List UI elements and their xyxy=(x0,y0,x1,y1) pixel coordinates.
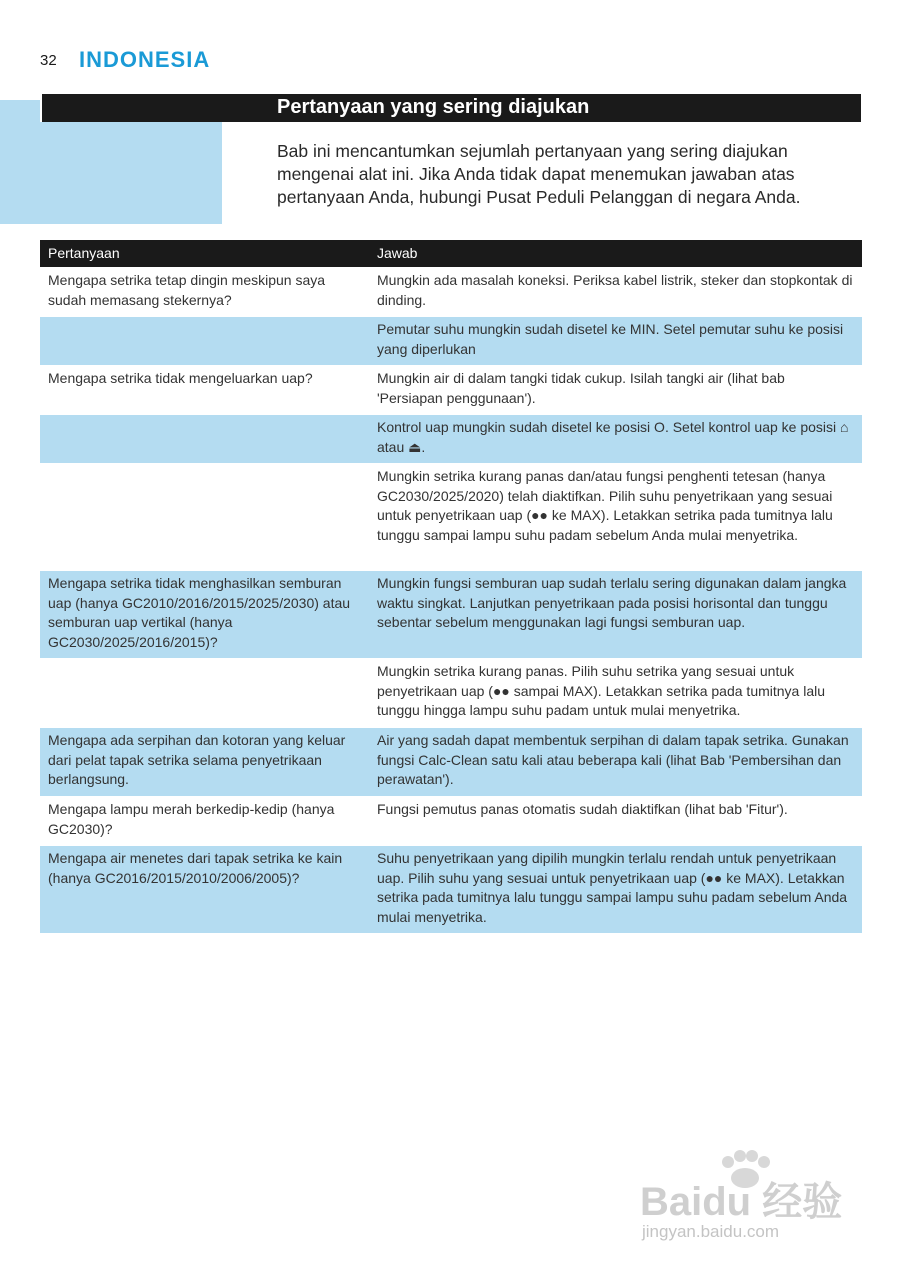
question-cell: Mengapa air menetes dari tapak setrika ke kain (hanya GC2016/2015/2010/2006/2005)? xyxy=(48,850,343,886)
table-row xyxy=(40,414,862,463)
answer-cell: Kontrol uap mungkin sudah disetel ke posisi O. Setel kontrol uap ke posisi ⌂ atau ⏏. xyxy=(377,419,849,455)
section-title-bar xyxy=(40,94,861,122)
question-cell xyxy=(40,415,369,463)
section-title: Pertanyaan yang sering diajukan xyxy=(277,96,590,118)
answer-cell: Fungsi pemutus panas otomatis sudah diaktifkan (lihat bab 'Fitur'). xyxy=(377,801,788,817)
table-row xyxy=(40,463,862,570)
answer-cell: Mungkin setrika kurang panas. Pilih suhu setrika yang sesuai untuk penyetrikaan uap (●● sampai MAX). Letakkan setrika pada tumitnya lalu tunggu hingga lampu suhu padam untuk mulai menyetrika. xyxy=(377,663,826,718)
faq-table-header xyxy=(40,240,862,267)
column-header-question: Pertanyaan xyxy=(48,245,120,261)
answer-cell: Pemutar suhu mungkin sudah disetel ke MIN. Setel pemutar suhu ke posisi yang diperlukan xyxy=(377,321,844,357)
question-cell: Mengapa setrika tetap dingin meskipun saya sudah memasang stekernya? xyxy=(48,272,326,308)
question-cell xyxy=(40,659,369,727)
watermark-logo: Baidu 经验 xyxy=(640,1180,843,1224)
table-row xyxy=(40,727,862,796)
baidu-watermark xyxy=(640,1150,860,1250)
table-row xyxy=(40,796,862,845)
question-cell: Mengapa setrika tidak menghasilkan semburan uap (hanya GC2010/2016/2015/2025/2030) atau semburan uap vertikal (hanya GC2030/2025/2016/2015)? xyxy=(48,575,351,650)
question-cell xyxy=(40,464,369,570)
table-row xyxy=(40,267,862,316)
answer-cell: Mungkin ada masalah koneksi. Periksa kabel listrik, steker dan stopkontak di dinding. xyxy=(377,272,853,308)
table-row xyxy=(40,316,862,365)
column-header-answer: Jawab xyxy=(377,245,418,261)
faq-table xyxy=(40,240,862,933)
intro-line: mengenai alat ini. Jika Anda tidak dapat menemukan jawaban atas xyxy=(277,164,795,184)
answer-cell: Suhu penyetrikaan yang dipilih mungkin terlalu rendah untuk penyetrikaan uap. Pilih suhu yang sesuai untuk penyetrikaan uap (●● ke MAX). Letakkan setrika pada tumitnya lalu tunggu sampai lampu suhu padam sebelum Anda mulai menyetrika. xyxy=(377,850,848,925)
table-row xyxy=(40,365,862,414)
table-row xyxy=(40,570,862,658)
question-cell: Mengapa lampu merah berkedip-kedip (hanya GC2030)? xyxy=(48,801,335,837)
answer-cell: Mungkin air di dalam tangki tidak cukup. Isilah tangki air (lihat bab 'Persiapan penggunaan'). xyxy=(377,370,785,406)
language-heading: INDONESIA xyxy=(79,47,211,72)
question-cell: Mengapa ada serpihan dan kotoran yang keluar dari pelat tapak setrika selama penyetrikaan berlangsung. xyxy=(48,732,346,787)
table-row xyxy=(40,845,862,933)
table-row xyxy=(40,658,862,727)
answer-cell: Mungkin fungsi semburan uap sudah terlalu sering digunakan dalam jangka waktu singkat. Lanjutkan penyetrikaan pada posisi horisontal dan tunggu sebentar sebelum menggunakan lagi fungsi semburan uap. xyxy=(377,575,847,630)
intro-line: pertanyaan Anda, hubungi Pusat Peduli Pelanggan di negara Anda. xyxy=(277,187,801,207)
intro-paragraph xyxy=(277,140,837,209)
intro-line: Bab ini mencantumkan sejumlah pertanyaan yang sering diajukan xyxy=(277,141,788,161)
answer-cell: Mungkin setrika kurang panas dan/atau fungsi penghenti tetesan (hanya GC2030/2025/2020) telah diaktifkan. Pilih suhu penyetrikaan yang sesuai untuk penyetrikaan uap (●● ke MAX). Letakkan setrika pada tumitnya lalu tunggu sampai lampu suhu padam sebelum Anda mulai menyetrika. xyxy=(377,468,833,543)
answer-cell: Air yang sadah dapat membentuk serpihan di dalam tapak setrika. Gunakan fungsi Calc-Clean satu kali atau beberapa kali (lihat Bab 'Pembersihan dan perawatan'). xyxy=(377,732,849,787)
page-number: 32 xyxy=(40,52,57,69)
question-cell: Mengapa setrika tidak mengeluarkan uap? xyxy=(48,370,313,386)
watermark-url: jingyan.baidu.com xyxy=(642,1222,780,1241)
question-cell xyxy=(40,317,369,365)
